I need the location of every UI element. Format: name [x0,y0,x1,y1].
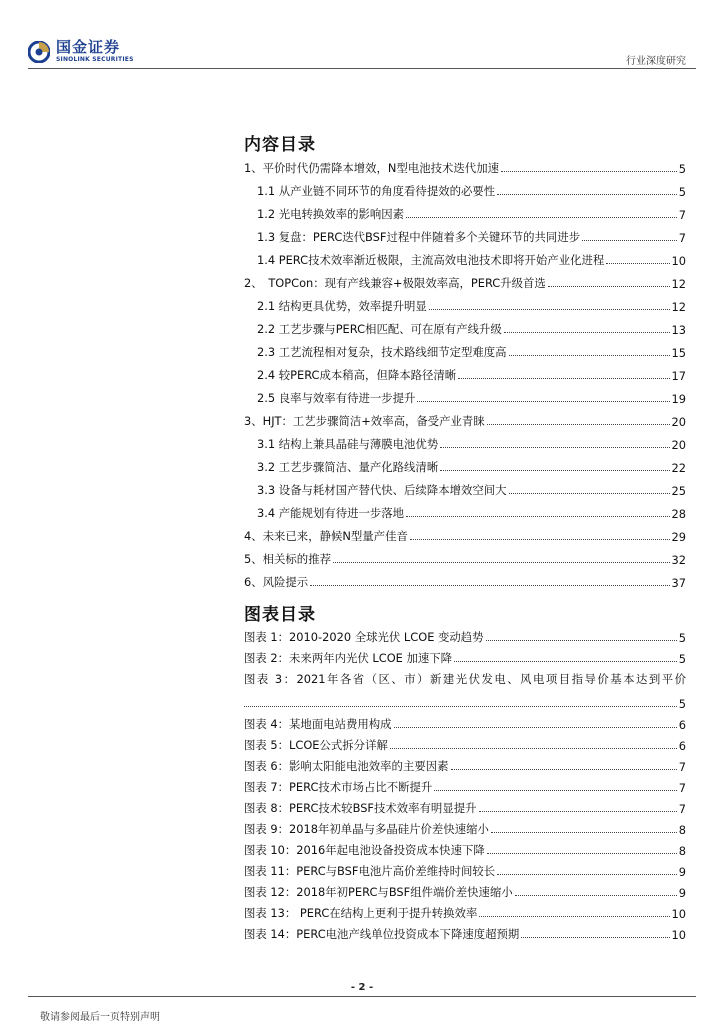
toc-entry-text: 2.1 结构更具优势，效率提升明显 [257,299,427,313]
figure-entry-page: 5 [678,697,686,711]
toc-entry[interactable] [244,271,686,291]
figure-entry[interactable] [244,733,686,753]
toc-entry-text: 3.3 设备与耗材国产替代快、后续降本增效空间大 [257,483,507,497]
toc-entry[interactable] [257,386,686,406]
figure-entry[interactable] [244,646,686,666]
logo-icon [28,41,50,63]
toc-entry[interactable] [257,432,686,452]
toc-entry-page: 32 [671,553,686,567]
toc-entry-page: 5 [678,162,686,176]
figure-entry-page: 7 [678,760,686,774]
figure-entry[interactable] [244,817,686,837]
figures-title: 图表目录 [244,605,316,625]
toc-entry-text: 1、平价时代仍需降本增效，N型电池技术迭代加速 [244,161,499,175]
figure-entry-page: 8 [678,844,686,858]
leader-dots [333,562,670,563]
logo-chinese-name: 国金证券 [56,38,121,56]
toc-entry-page: 17 [671,369,686,383]
leader-dots [406,516,669,517]
figure-entry[interactable] [244,671,686,691]
figure-entry-text: 图表 10：2016年起电池设备投资成本快速下降 [244,843,485,857]
figure-entry-continuation[interactable] [244,691,686,711]
toc-entry-page: 19 [671,392,686,406]
figure-entry-page: 7 [678,802,686,816]
figure-entry-text: 图表 1：2010-2020 全球光伏 LCOE 变动趋势 [244,630,484,644]
leader-dots [429,309,670,310]
figure-entry-text: 图表 6：影响太阳能电池效率的主要因素 [244,759,449,773]
toc-entry-text: 2.2 工艺步骤与PERC相匹配、可在原有产线升级 [257,322,502,336]
figure-entry[interactable] [244,796,686,816]
leader-dots [417,401,669,402]
figure-entry-text: 图表 3：2021年各省（区、市）新建光伏发电、风电项目指导价基本达到平价 [244,672,686,686]
leader-dots [440,447,669,448]
toc-entry[interactable] [257,455,686,475]
leader-dots [497,874,677,875]
toc-entry[interactable] [244,524,686,544]
toc-entry-text: 3.2 工艺步骤简洁、量产化路线清晰 [257,460,439,474]
toc-entry-page: 20 [671,415,686,429]
toc-entry[interactable] [257,179,686,199]
figure-entry[interactable] [244,880,686,900]
toc-entry[interactable] [257,478,686,498]
figure-entry-page: 6 [678,739,686,753]
leader-dots [487,853,677,854]
toc-entry-page: 10 [671,254,686,268]
toc-entry[interactable] [244,409,686,429]
toc-entry[interactable] [257,202,686,222]
page-number: - 2 - [350,982,374,993]
toc-entry[interactable] [257,294,686,314]
figure-entry-page: 9 [678,865,686,879]
figure-entry-text: 图表 9：2018年初单晶与多晶硅片价差快速缩小 [244,822,489,836]
figure-entry-page: 5 [678,652,686,666]
toc-entry-text: 3.4 产能规划有待进一步落地 [257,506,405,520]
toc-entry[interactable] [257,363,686,383]
toc-entry-page: 12 [671,277,686,291]
figure-entry-page: 5 [678,631,686,645]
leader-dots [390,748,677,749]
toc-entry-text: 2、 TOPCon：现有产线兼容+极限效率高，PERC升级首选 [244,276,546,290]
figure-entry-page: 6 [678,718,686,732]
figure-entry-page: 10 [671,907,686,921]
toc-entry-text: 1.3 复盘：PERC迭代BSF过程中伴随着多个关键环节的共同进步 [257,230,581,244]
toc-entry-text: 3.1 结构上兼具晶硅与薄膜电池优势 [257,437,439,451]
toc-entry-page: 29 [671,530,686,544]
toc-entry-text: 2.4 较PERC成本稍高，但降本路径清晰 [257,368,457,382]
leader-dots [509,355,670,356]
leader-dots [606,263,669,264]
figure-entry[interactable] [244,859,686,879]
leader-dots [491,832,677,833]
leader-dots [487,424,670,425]
figure-entry[interactable] [244,901,686,921]
page-header [0,0,724,70]
figure-entry-text: 图表 8：PERC技术较BSF技术效率有明显提升 [244,801,477,815]
toc-entry[interactable] [257,501,686,521]
leader-dots [394,727,677,728]
figure-entry[interactable] [244,712,686,732]
toc-entry[interactable] [257,317,686,337]
toc-entry-text: 1.4 PERC技术效率渐近极限，主流高效电池技术即将开始产业化进程 [257,253,605,267]
leader-dots [451,769,677,770]
leader-dots [244,706,677,707]
toc-entry-page: 13 [671,323,686,337]
toc-entry-page: 25 [671,484,686,498]
figure-entry-text: 图表 13： PERC在结构上更利于提升转换效率 [244,906,478,920]
toc-entry-page: 22 [671,461,686,475]
leader-dots [479,811,677,812]
figure-entry[interactable] [244,754,686,774]
toc-entry-page: 5 [678,185,686,199]
toc-entry-text: 2.5 良率与效率有待进一步提升 [257,391,416,405]
leader-dots [501,171,677,172]
leader-dots [440,470,669,471]
company-logo [28,40,134,63]
footer-divider [28,996,696,997]
toc-entry-page: 28 [671,507,686,521]
figure-entry-text: 图表 2：未来两年内光伏 LCOE 加速下降 [244,651,453,665]
figure-entry-page: 8 [678,823,686,837]
report-type-label: 行业深度研究 [626,56,686,67]
toc-entry-text: 1.1 从产业链不同环节的角度看待提效的必要性 [257,184,496,198]
toc-entry-page: 20 [671,438,686,452]
toc-entry-text: 3、HJT：工艺步骤简洁+效率高，备受产业青睐 [244,414,485,428]
toc-entry-page: 12 [671,300,686,314]
toc-entry-text: 5、相关标的推荐 [244,552,331,566]
toc-entry[interactable] [257,225,686,245]
leader-dots [310,585,669,586]
toc-entry-text: 2.3 工艺流程相对复杂，技术路线细节定型难度高 [257,345,507,359]
figure-entry-page: 9 [678,886,686,900]
figure-entry[interactable] [244,625,686,645]
figure-entry[interactable] [244,775,686,795]
toc-entry-page: 7 [678,231,686,245]
leader-dots [509,493,670,494]
figure-entry-text: 图表 11：PERC与BSF电池片高价差维持时间较长 [244,864,496,878]
leader-dots [582,240,677,241]
leader-dots [434,790,676,791]
toc-entry-page: 7 [678,208,686,222]
leader-dots [548,286,670,287]
leader-dots [406,217,677,218]
figure-entry-text: 图表 7：PERC技术市场占比不断提升 [244,780,433,794]
toc-entry[interactable] [257,340,686,360]
figure-entry-page: 7 [678,781,686,795]
figure-entry-text: 图表 14：PERC电池产线单位投资成本下降速度超预期 [244,927,520,941]
leader-dots [458,378,669,379]
figure-entry[interactable] [244,838,686,858]
toc-entry-page: 37 [671,576,686,590]
contents-title: 内容目录 [244,135,316,155]
toc-entry[interactable] [244,156,686,176]
leader-dots [497,194,677,195]
toc-entry-text: 1.2 光电转换效率的影响因素 [257,207,405,221]
leader-dots [521,937,669,938]
toc-entry-text: 6、风险提示 [244,575,309,589]
leader-dots [410,539,670,540]
toc-entry-page: 15 [671,346,686,360]
toc-entry[interactable] [257,248,686,268]
leader-dots [504,332,670,333]
leader-dots [454,661,677,662]
toc-entry[interactable] [244,547,686,567]
header-divider [28,68,696,69]
figure-entry-text: 图表 4：某地面电站费用构成 [244,717,392,731]
leader-dots [479,916,669,917]
logo-english-name: SINOLINK SECURITIES [56,56,134,63]
figure-entry-text: 图表 5：LCOE公式拆分详解 [244,738,388,752]
toc-entry[interactable] [244,570,686,590]
figure-entry-text: 图表 12：2018年初PERC与BSF组件端价差快速缩小 [244,885,513,899]
figure-entry[interactable] [244,922,686,942]
leader-dots [515,895,677,896]
figure-entry-page: 10 [671,928,686,942]
disclaimer-text: 敬请参阅最后一页特别声明 [40,1012,160,1023]
toc-entry-text: 4、未来已来，静候N型量产佳音 [244,529,408,543]
leader-dots [486,640,677,641]
